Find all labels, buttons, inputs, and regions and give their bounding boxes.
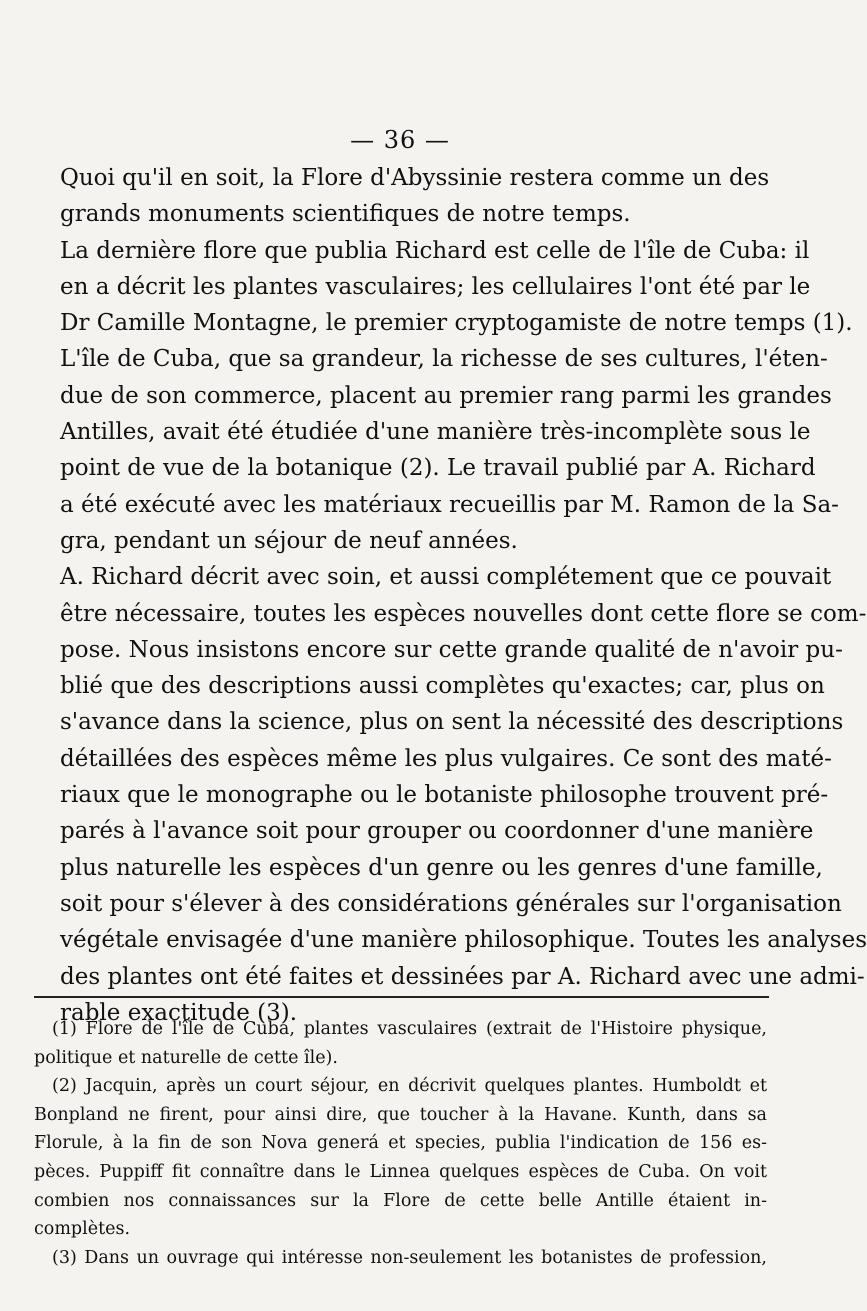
text-line: des plantes ont été faites et dessinées par A. Richard avec une admi- [60,963,865,990]
page-number: — 36 — [350,126,450,154]
text-line: La dernière flore que publia Richard est celle de l'île de Cuba: il [60,237,810,264]
text-line: gra, pendant un séjour de neuf années. [60,527,518,554]
text-line: s'avance dans la science, plus on sent la nécessité des descriptions [60,709,844,736]
text-line: Dr Camille Montagne, le premier cryptogamiste de notre temps (1). [60,310,853,337]
footnote-line: politique et naturelle de cette île). [34,1047,338,1068]
text-line: rable exactitude (3). [60,999,298,1026]
text-line: grands monuments scientifiques de notre temps. [60,201,631,228]
text-line: a été exécuté avec les matériaux recueillis par M. Ramon de la Sa- [60,491,839,518]
footnote-line: (2) Jacquin, après un court séjour, en décrivit quelques plantes. Humboldt et [52,1076,767,1097]
footnote-line: (1) Flore de l'île de Cuba, plantes vasculaires (extrait de l'Histoire physique, [52,1019,767,1039]
text-line: Quoi qu'il en soit, la Flore d'Abyssinie restera comme un des [60,165,770,191]
main-text [60,160,867,1031]
footnotes [34,1015,767,1272]
footnote-line: complètes. [34,1219,131,1240]
footnote-line: Bonpland ne firent, pour ainsi dire, que toucher à la Havane. Kunth, dans sa [34,1104,767,1125]
text-line: détaillées des espèces même les plus vulgaires. Ce sont des maté- [60,745,832,772]
text-line: riaux que le monographe ou le botaniste philosophe trouvent pré- [60,782,829,809]
text-line: point de vue de la botanique (2). Le travail publié par A. Richard [60,455,816,482]
text-line: soit pour s'élever à des considérations générales sur l'organisation [60,890,842,917]
text-line: en a décrit les plantes vasculaires; les cellulaires l'ont été par le [60,273,811,300]
text-line: L'île de Cuba, que sa grandeur, la richesse de ses cultures, l'éten- [60,346,828,373]
text-line: plus naturelle les espèces d'un genre ou les genres d'une famille, [60,854,823,881]
text-line: due de son commerce, placent au premier rang parmi les grandes [60,382,832,409]
footnote-line: pèces. Puppiff fit connaître dans le Linnea quelques espèces de Cuba. On voit [34,1161,767,1182]
text-line: A. Richard décrit avec soin, et aussi complétement que ce pouvait [60,564,832,591]
footnote-line: Florule, à la fin de son Nova generá et species, publia l'indication de 156 es- [34,1133,767,1154]
footnote-line: combien nos connaissances sur la Flore de cette belle Antille étaient in- [34,1190,767,1211]
text-line: pose. Nous insistons encore sur cette grande qualité de n'avoir pu- [60,636,843,663]
footnote-divider [34,996,769,998]
text-line: être nécessaire, toutes les espèces nouvelles dont cette flore se com- [60,600,867,627]
text-line: blié que des descriptions aussi complètes qu'exactes; car, plus on [60,673,825,700]
footnote-line: (3) Dans un ouvrage qui intéresse non-seulement les botanistes de profession, [52,1247,767,1268]
text-line: parés à l'avance soit pour grouper ou coordonner d'une manière [60,818,814,845]
text-line: végétale envisagée d'une manière philosophique. Toutes les analyses [60,927,867,954]
text-line: Antilles, avait été étudiée d'une manière très-incomplète sous le [60,419,811,446]
